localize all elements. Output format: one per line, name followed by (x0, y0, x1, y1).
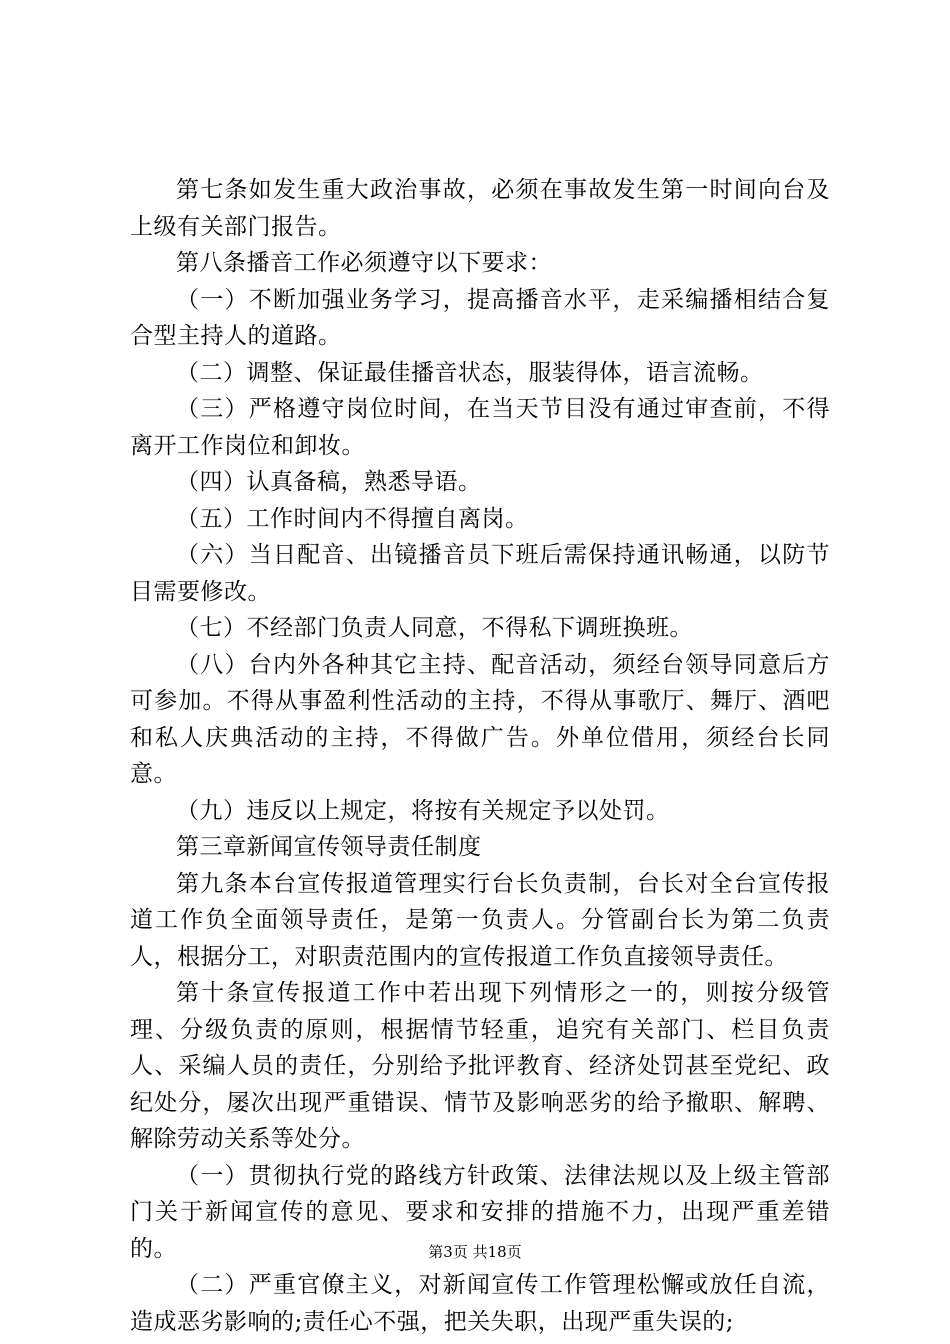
list-item-5: （五）工作时间内不得擅自离岗。 (176, 505, 529, 532)
paragraph-article-10: 第十条宣传报道工作中若出现下列情形之一的，则按分级管理、分级负责的原则，根据情节轻重，追究有关部门、栏目负责人、采编人员的责任，分别给予批评教育、经济处罚甚至党纪、政纪处分，屡次出现严重错误、情节及影响恶劣的给予撤职、解聘、解除劳动关系等处分。 (130, 980, 830, 1152)
list-item-2: （二）调整、保证最佳播音状态，服装得体，语言流畅。 (176, 359, 764, 386)
sub-item-2: （二）严重官僚主义，对新闻宣传工作管理松懈或放任自流，造成恶劣影响的;责任心不强，把关失职，出现严重失误的; (130, 1272, 830, 1335)
list-item-6: （六）当日配音、出镜播音员下班后需保持通讯畅通，以防节目需要修改。 (130, 542, 830, 605)
list-item-3: （三）严格遵守岗位时间，在当天节目没有通过审查前，不得离开工作岗位和卸妆。 (130, 396, 830, 459)
list-item-9: （九）违反以上规定，将按有关规定予以处罚。 (176, 797, 670, 824)
list-item-7: （七）不经部门负责人同意，不得私下调班换班。 (176, 615, 693, 641)
list-item-4: （四）认真备稿，熟悉导语。 (176, 469, 482, 495)
sub-item-1: （一）贯彻执行党的路线方针政策、法律法规以及上级主管部门关于新闻宣传的意见、要求和安排的措施不力，出现严重差错的。 (130, 1162, 830, 1262)
paragraph-article-9: 第九条本台宣传报道管理实行台长负责制，台长对全台宣传报道工作负全面领导责任，是第一负责人。分管副台长为第二负责人，根据分工，对职责范围内的宣传报道工作负直接领导责任。 (130, 870, 830, 970)
paragraph-article-7: 第七条如发生重大政治事故，必须在事故发生第一时间向台及上级有关部门报告。 (130, 177, 830, 240)
document-body (130, 172, 830, 1340)
chapter-heading: 第三章新闻宣传领导责任制度 (176, 834, 482, 860)
list-item-1: （一）不断加强业务学习，提高播音水平，走采编播相结合复合型主持人的道路。 (130, 286, 830, 349)
paragraph-article-8: 第八条播音工作必须遵守以下要求： (176, 250, 552, 276)
list-item-8: （八）台内外各种其它主持、配音活动，须经台领导同意后方可参加。不得从事盈利性活动的主持，不得从事歌厅、舞厅、酒吧和私人庆典活动的主持，不得做广告。外单位借用，须经台长同意。 (130, 651, 830, 787)
page-number-footer: 第3页 共18页 (428, 1243, 522, 1261)
